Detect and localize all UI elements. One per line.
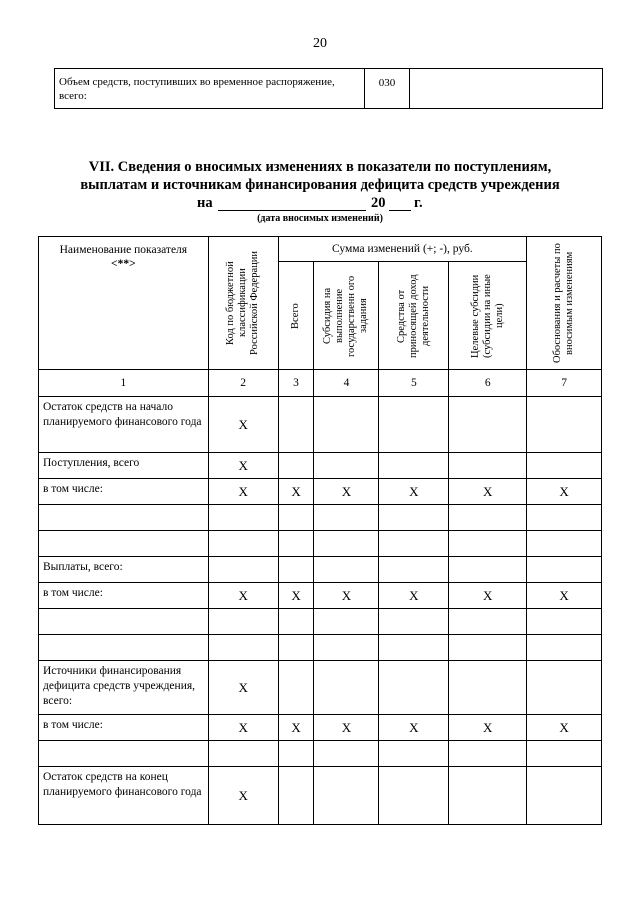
- empty-cell: [314, 609, 379, 635]
- mark-cell: X: [208, 453, 278, 479]
- mark-cell: X: [208, 661, 278, 715]
- mark-cell: X: [314, 715, 379, 741]
- row-label: Поступления, всего: [39, 453, 209, 479]
- empty-cell: [278, 505, 314, 531]
- header-name-note: <**>: [111, 258, 136, 270]
- header-sum-group: Сумма изменений (+; -), руб.: [278, 237, 527, 262]
- row-label: Выплаты, всего:: [39, 557, 209, 583]
- empty-cell: [278, 609, 314, 635]
- table-row: [39, 531, 602, 557]
- empty-cell: [527, 453, 602, 479]
- header-income-text: Средства от приносящей доход деятельности: [395, 273, 431, 358]
- empty-cell: [314, 767, 379, 825]
- column-number: 5: [379, 370, 449, 397]
- mark-cell: X: [527, 715, 602, 741]
- mark-cell: X: [449, 583, 527, 609]
- date-year: 20: [371, 195, 386, 211]
- row-label: в том числе:: [39, 583, 209, 609]
- table-row: [39, 583, 602, 609]
- header-total: [278, 262, 314, 370]
- mark-cell: X: [208, 397, 278, 453]
- empty-cell: [278, 635, 314, 661]
- empty-cell: [208, 609, 278, 635]
- table-row: [39, 635, 602, 661]
- row-label: в том числе:: [39, 479, 209, 505]
- empty-cell: [379, 767, 449, 825]
- mark-cell: X: [449, 479, 527, 505]
- column-number-row: [39, 370, 602, 397]
- header-justification-text: Обоснования и расчеты по вносимым изменениям: [552, 243, 576, 363]
- row-label: [39, 609, 209, 635]
- table-row: [39, 767, 602, 825]
- empty-cell: [379, 741, 449, 767]
- empty-cell: [278, 741, 314, 767]
- empty-cell: [449, 557, 527, 583]
- section-title-line2: выплатам и источникам финансирования дефицита средств учреждения: [80, 177, 560, 193]
- mark-cell: X: [278, 583, 314, 609]
- mark-cell: X: [208, 583, 278, 609]
- empty-cell: [527, 397, 602, 453]
- empty-cell: [527, 635, 602, 661]
- empty-cell: [527, 767, 602, 825]
- header-subsidy-task-text: Субсидия на выполнение государственн ого задания: [322, 274, 370, 357]
- header-subsidy-task: [314, 262, 379, 370]
- page-number: 20: [313, 36, 327, 51]
- changes-table: [38, 236, 602, 825]
- empty-cell: [449, 397, 527, 453]
- mark-cell: X: [208, 479, 278, 505]
- mark-cell: X: [278, 715, 314, 741]
- header-code: [208, 237, 278, 370]
- empty-cell: [278, 531, 314, 557]
- mark-cell: X: [527, 479, 602, 505]
- row-label: [39, 741, 209, 767]
- column-number: 3: [278, 370, 314, 397]
- empty-cell: [314, 531, 379, 557]
- header-total-text: Всего: [290, 302, 302, 329]
- table-row: [39, 741, 602, 767]
- table-row: [39, 505, 602, 531]
- table-row: [39, 397, 602, 453]
- mark-cell: X: [379, 715, 449, 741]
- volume-value-cell: [410, 69, 603, 109]
- volume-code: 030: [365, 69, 410, 109]
- column-number: 7: [527, 370, 602, 397]
- mark-cell: X: [379, 479, 449, 505]
- mark-cell: X: [379, 583, 449, 609]
- empty-cell: [527, 661, 602, 715]
- mark-cell: X: [278, 479, 314, 505]
- empty-cell: [208, 531, 278, 557]
- table-row: [39, 609, 602, 635]
- empty-cell: [449, 531, 527, 557]
- table-row: [39, 557, 602, 583]
- header-target-text: Целевые субсидии (субсидии на иные цели): [469, 273, 505, 358]
- empty-cell: [379, 557, 449, 583]
- empty-cell: [449, 635, 527, 661]
- empty-cell: [449, 609, 527, 635]
- header-name: [39, 237, 209, 370]
- empty-cell: [527, 557, 602, 583]
- row-label: [39, 505, 209, 531]
- empty-cell: [278, 397, 314, 453]
- empty-cell: [314, 453, 379, 479]
- date-blank-line: [218, 210, 366, 211]
- empty-cell: [449, 505, 527, 531]
- empty-cell: [379, 661, 449, 715]
- empty-cell: [208, 741, 278, 767]
- header-name-text: Наименование показателя: [59, 244, 188, 256]
- column-number: 1: [39, 370, 209, 397]
- empty-cell: [449, 453, 527, 479]
- date-prefix: на: [197, 195, 213, 211]
- column-number: 6: [449, 370, 527, 397]
- row-label: в том числе:: [39, 715, 209, 741]
- mark-cell: X: [208, 767, 278, 825]
- empty-cell: [379, 531, 449, 557]
- row-label: [39, 635, 209, 661]
- row-label: [39, 531, 209, 557]
- empty-cell: [278, 557, 314, 583]
- row-label: Источники финансирования дефицита средств учреждения, всего:: [39, 661, 209, 715]
- column-number: 4: [314, 370, 379, 397]
- date-suffix: г.: [414, 195, 423, 211]
- empty-cell: [449, 767, 527, 825]
- empty-cell: [208, 557, 278, 583]
- empty-cell: [278, 661, 314, 715]
- mark-cell: X: [449, 715, 527, 741]
- empty-cell: [314, 741, 379, 767]
- section-title-line1: VII. Сведения о вносимых изменениях в показатели по поступлениям,: [88, 159, 552, 175]
- row-label: Остаток средств на конец планируемого финансового года: [39, 767, 209, 825]
- empty-cell: [278, 453, 314, 479]
- column-number: 2: [208, 370, 278, 397]
- header-target: [449, 262, 527, 370]
- table-row: [39, 715, 602, 741]
- volume-table: [54, 68, 603, 109]
- empty-cell: [527, 531, 602, 557]
- empty-cell: [379, 505, 449, 531]
- empty-cell: [379, 453, 449, 479]
- empty-cell: [379, 609, 449, 635]
- empty-cell: [314, 557, 379, 583]
- empty-cell: [527, 741, 602, 767]
- empty-cell: [278, 767, 314, 825]
- empty-cell: [314, 397, 379, 453]
- mark-cell: X: [208, 715, 278, 741]
- empty-cell: [208, 505, 278, 531]
- row-label: Остаток средств на начало планируемого финансового года: [39, 397, 209, 453]
- empty-cell: [379, 397, 449, 453]
- year-blank-line: [389, 210, 411, 211]
- date-caption: (дата вносимых изменений): [257, 213, 383, 224]
- empty-cell: [379, 635, 449, 661]
- header-income: [379, 262, 449, 370]
- empty-cell: [314, 635, 379, 661]
- volume-label: Объем средств, поступивших во временное распоряжение, всего:: [55, 69, 365, 109]
- mark-cell: X: [314, 479, 379, 505]
- header-code-text: Код по бюджетной классификации Российской Федерации: [225, 251, 261, 355]
- table-row: [39, 661, 602, 715]
- section-title: [40, 158, 600, 194]
- table-row: [39, 453, 602, 479]
- empty-cell: [449, 741, 527, 767]
- empty-cell: [314, 661, 379, 715]
- table-row: [39, 479, 602, 505]
- header-justification: [527, 237, 602, 370]
- empty-cell: [449, 661, 527, 715]
- empty-cell: [314, 505, 379, 531]
- empty-cell: [527, 505, 602, 531]
- mark-cell: X: [314, 583, 379, 609]
- mark-cell: X: [527, 583, 602, 609]
- empty-cell: [527, 609, 602, 635]
- empty-cell: [208, 635, 278, 661]
- table-body: [39, 397, 602, 825]
